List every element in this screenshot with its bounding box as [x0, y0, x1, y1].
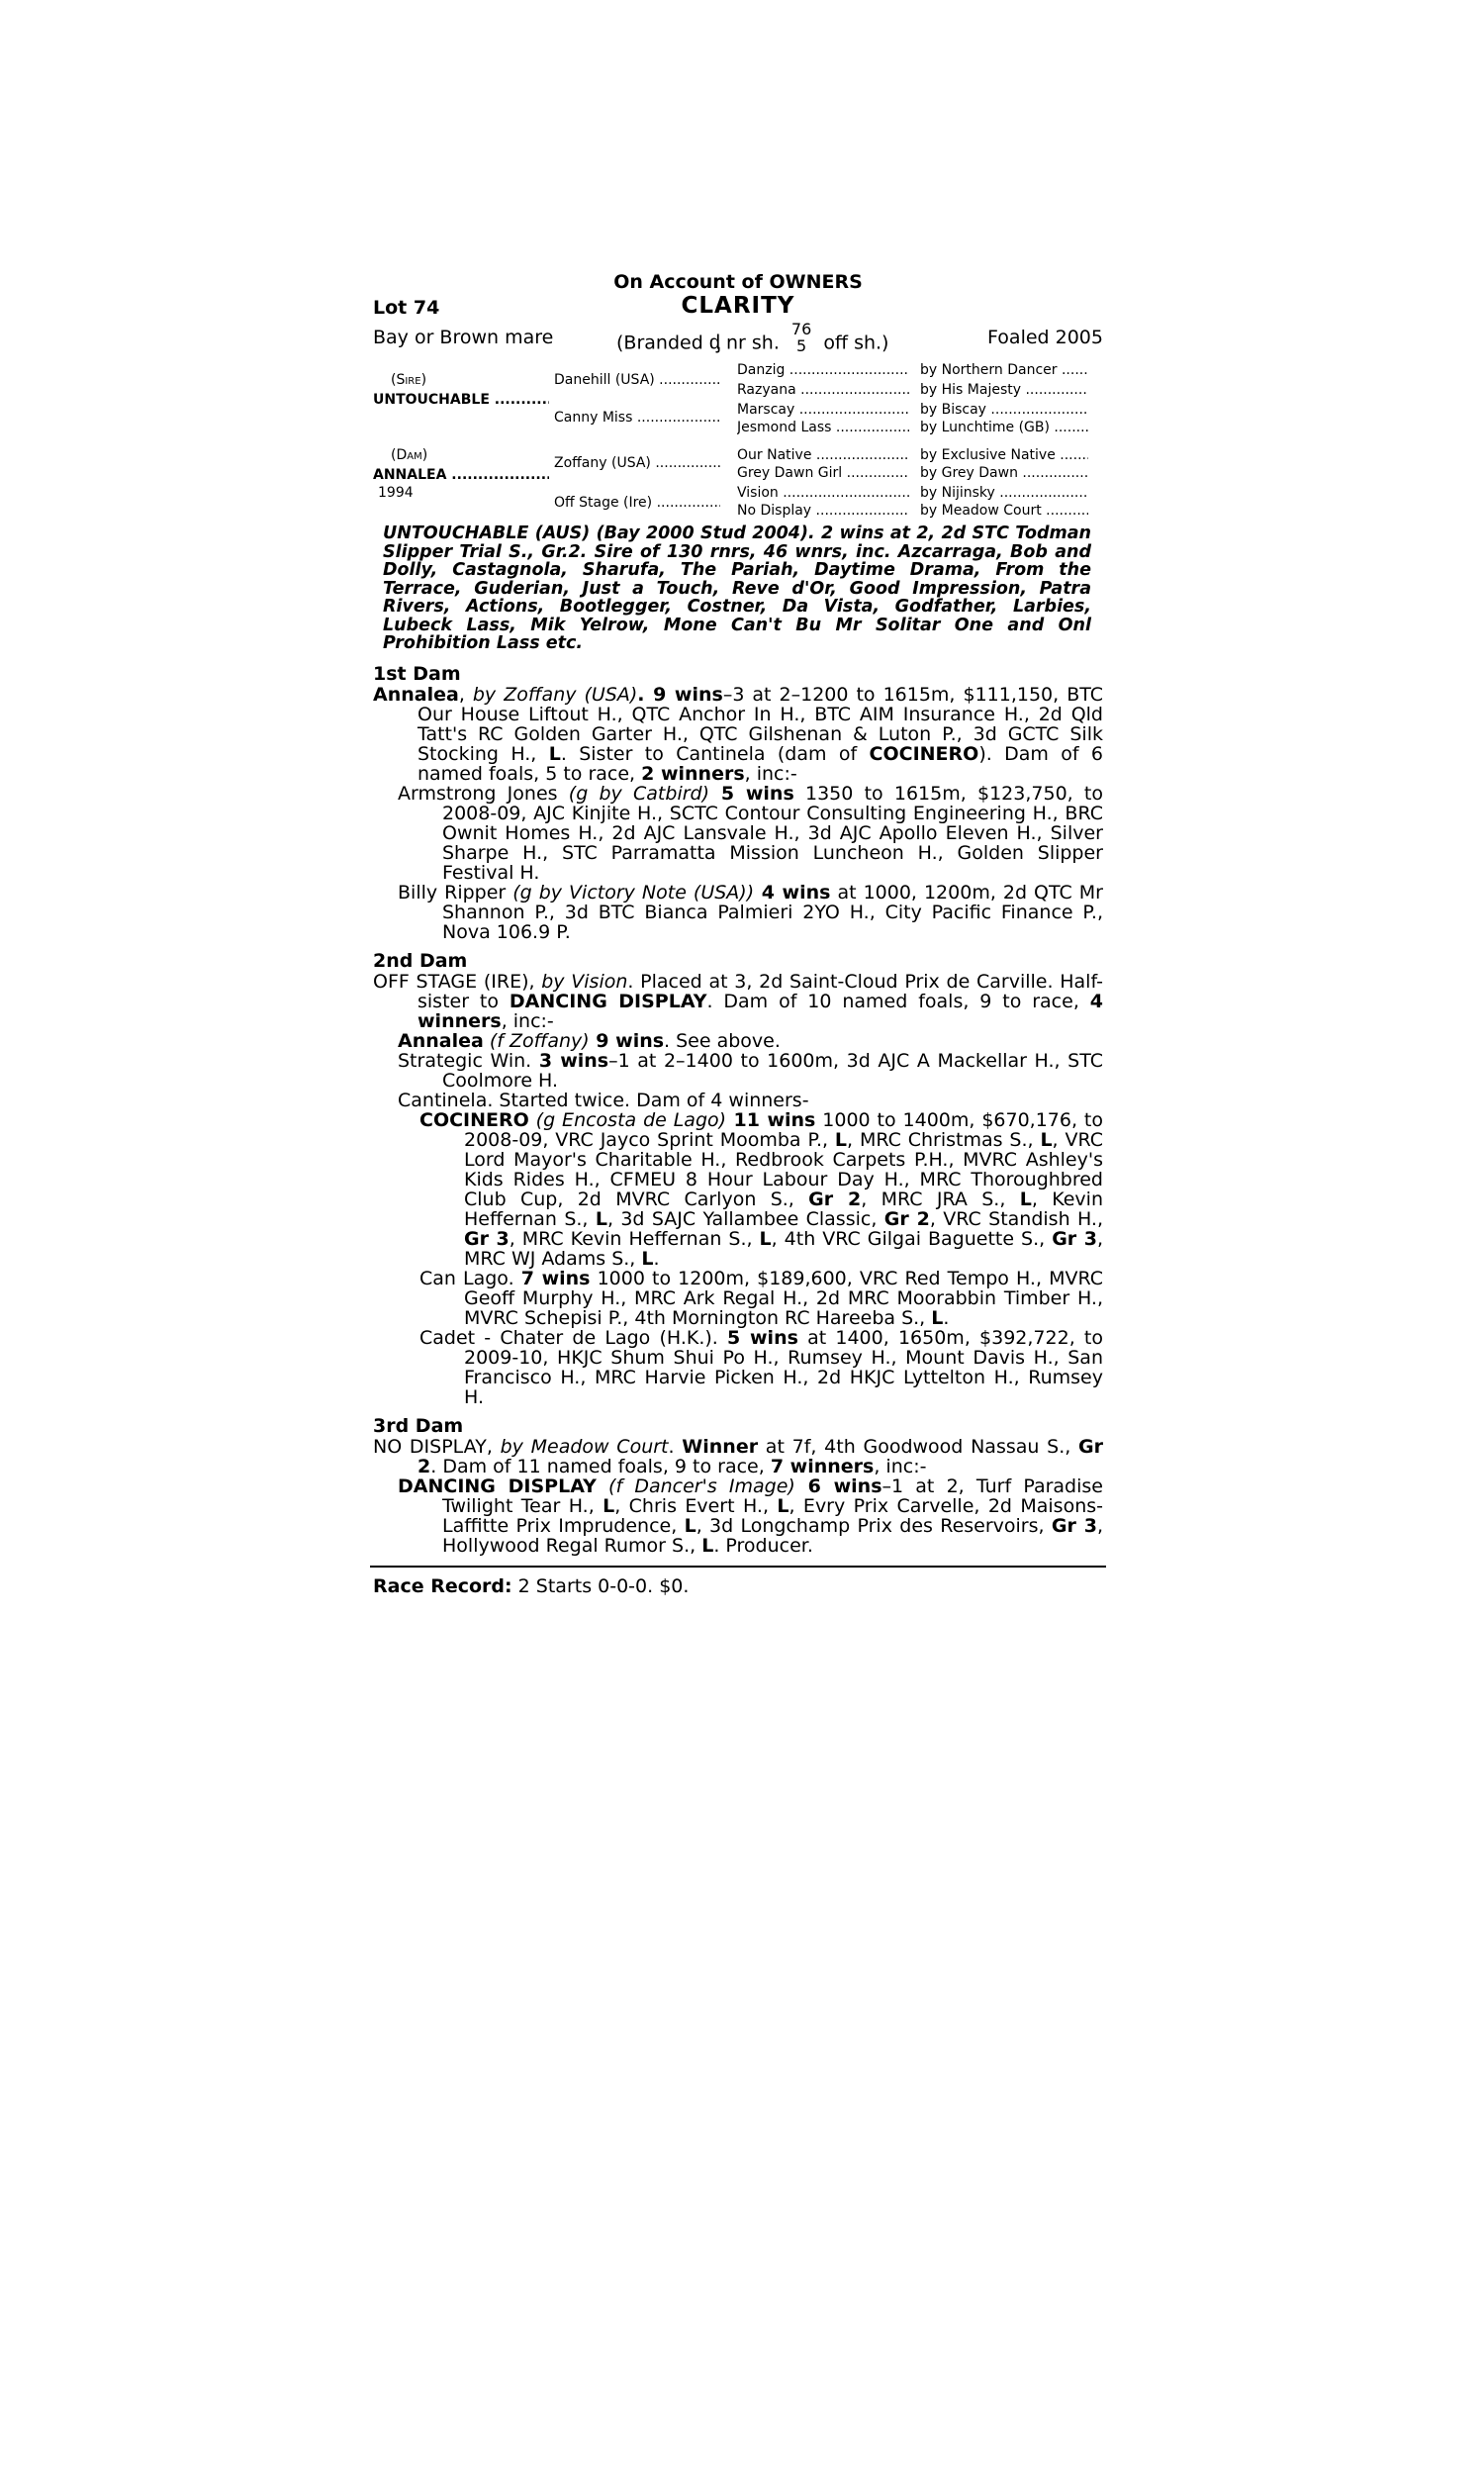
- brand-symbol: ᶁ: [708, 330, 720, 354]
- pedigree-table: [373, 360, 1103, 519]
- divider: [370, 1566, 1106, 1568]
- pedigree-gen4-item: by Northern Dancer .....: [920, 362, 1088, 378]
- catalogue-page: [373, 267, 1103, 1597]
- pedigree-gen2-item: Zoffany (USA) .....: [554, 455, 720, 471]
- second-dam-heading: 2nd Dam: [373, 949, 468, 972]
- first-dam-heading: 1st Dam: [373, 662, 461, 685]
- dam-entry-off-stage: OFF STAGE (IRE), by Vision. Placed at 3, 2d Saint-Cloud Prix de Carville. Half-sister to DANCING DISPLAY. Dam of 10 named foals, 9 to race, 4 winners, inc:-: [373, 970, 1103, 1032]
- dam-entry-annalea: Annalea, by Zoffany (USA). 9 wins–3 at 2–1200 to 1615m, $111,150, BTC Our House Liftout H., QTC Anchor In H., BTC AIM Insurance H., 2d Qld Tatt's RC Golden Garter H., QTC Gilshenan & Luton P., 3d GCTC Silk Stocking H., L. Sister to Cantinela (dam of COCINERO). Dam of 6 named foals, 5 to race, 2 winners, inc:-: [373, 683, 1104, 785]
- progeny-entry-strategic-win: Strategic Win. 3 wins–1 at 2–1400 to 1600m, 3d AJC A Mackellar H., STC Coolmore H.: [398, 1049, 1103, 1092]
- pedigree-gen3-item: Danzig .....: [737, 362, 909, 378]
- progeny-entry-cocinero: COCINERO (g Encosta de Lago) 11 wins 1000 to 1400m, $670,176, to 2008-09, VRC Jayco Sprint Moomba P., L, MRC Christmas S., L, VRC Lord Mayor's Charitable H., Redbrook Carpets P.H., MVRC Ashley's Kids Rides H., CFMEU 8 Hour Labour Day H., MRC Thoroughbred Club Cup, 2d MVRC Carlyon S., Gr 2, MRC JRA S., L, Kevin Heffernan S., L, 3d SAJC Yallambee Classic, Gr 2, VRC Standish H., Gr 3, MRC Kevin Heffernan S., L, 4th VRC Gilgai Baguette S., Gr 3, MRC WJ Adams S., L.: [419, 1108, 1103, 1270]
- progeny-entry-billy-ripper: Billy Ripper (g by Victory Note (USA)) 4 wins at 1000, 1200m, 2d QTC Mr Shannon P., 3d BTC Bianca Palmieri 2YO H., City Pacific Finance P., Nova 106.9 P.: [398, 881, 1103, 943]
- pedigree-gen3-item: Jesmond Lass .....: [737, 420, 909, 435]
- progeny-entry-armstrong-jones: Armstrong Jones (g by Catbird) 5 wins 1350 to 1615m, $123,750, to 2008-09, AJC Kinjite H., SCTC Contour Consulting Engineering H., BRC Ownit Homes H., 2d AJC Lansvale H., 3d AJC Apollo Eleven H., Silver Sharpe H., STC Parramatta Mission Luncheon H., Golden Slipper Festival H.: [398, 782, 1104, 884]
- brand-info: (Branded ᶁ nr sh. 76 5 off sh.): [616, 320, 889, 355]
- pedigree-gen4-item: by Lunchtime (GB) .....: [920, 420, 1088, 435]
- pedigree-gen4-item: by Meadow Court .....: [920, 503, 1088, 519]
- progeny-entry-dancing-display: DANCING DISPLAY (f Dancer's Image) 6 wins–1 at 2, Turf Paradise Twilight Tear H., L, Chris Evert H., L, Evry Prix Carvelle, 2d Maisons-Laffitte Prix Imprudence, L, 3d Longchamp Prix des Reservoirs, Gr 3, Hollywood Regal Rumor S., L. Producer.: [398, 1475, 1103, 1557]
- dam-entry-no-display: NO DISPLAY, by Meadow Court. Winner at 7f, 4th Goodwood Nassau S., Gr 2. Dam of 11 named foals, 9 to race, 7 winners, inc:-: [373, 1435, 1104, 1477]
- dam-name: ANNALEA .....: [373, 467, 549, 483]
- pedigree-gen4-item: by Exclusive Native .....: [920, 447, 1088, 463]
- pedigree-gen2-item: Off Stage (Ire) .....: [554, 495, 720, 511]
- sire-summary: UNTOUCHABLE (AUS) (Bay 2000 Stud 2004). 2 wins at 2, 2d STC Todman Slipper Trial S., Gr.2. Sire of 130 rnrs, 46 wnrs, inc. Azcarraga, Bob and Dolly, Castagnola, Sharufa, The Pariah, Daytime Drama, From the Terrace, Guderian, Just a Touch, Reve d'Or, Good Impression, Patra Rivers, Actions, Bootlegger, Costner, Da Vista, Godfather, Larbies, Lubeck Lass, Mik Yelrow, Mone Can't Bu Mr Solitar One and Onl Prohibition Lass etc.: [383, 523, 1091, 653]
- horse-name: CLARITY: [681, 293, 795, 319]
- pedigree-gen3-item: Vision .....: [737, 485, 909, 501]
- progeny-entry-cadet: Cadet - Chater de Lago (H.K.). 5 wins at 1400, 1650m, $392,722, to 2009-10, HKJC Shum Shui Po H., Rumsey H., Mount Davis H., San Francisco H., MRC Harvie Picken H., 2d HKJC Lyttelton H., Rumsey H.: [419, 1326, 1103, 1408]
- sire-name: UNTOUCHABLE .....: [373, 392, 549, 408]
- third-dam-heading: 3rd Dam: [373, 1414, 464, 1437]
- pedigree-gen3-item: Grey Dawn Girl .....: [737, 465, 909, 481]
- lot-row: [373, 293, 1103, 321]
- dam-label: (Dam): [391, 447, 428, 463]
- brand-number: 76 5: [790, 320, 812, 355]
- pedigree-gen3-item: Marscay .....: [737, 402, 909, 418]
- pedigree-gen4-item: by Grey Dawn .....: [920, 465, 1088, 481]
- color-sex: Bay or Brown mare: [373, 327, 554, 348]
- dam-year: 1994: [378, 485, 414, 501]
- description-row: [373, 321, 1103, 358]
- foaled-year: Foaled 2005: [987, 327, 1103, 348]
- progeny-entry-annalea: Annalea (f Zoffany) 9 wins. See above.: [398, 1029, 781, 1052]
- progeny-entry-cantinela: Cantinela. Started twice. Dam of 4 winners-: [398, 1089, 809, 1111]
- pedigree-gen2-item: Danehill (USA) .....: [554, 372, 720, 388]
- pedigree-gen3-item: Our Native .....: [737, 447, 909, 463]
- pedigree-gen2-item: Canny Miss .....: [554, 410, 720, 426]
- pedigree-gen3-item: No Display .....: [737, 503, 909, 519]
- sire-label: (Sire): [391, 372, 427, 388]
- pedigree-gen4-item: by Biscay .....: [920, 402, 1088, 418]
- consignor-heading: On Account of OWNERS: [613, 271, 863, 293]
- pedigree-gen4-item: by His Majesty .....: [920, 382, 1088, 398]
- pedigree-gen4-item: by Nijinsky .....: [920, 485, 1088, 501]
- progeny-entry-can-lago: Can Lago. 7 wins 1000 to 1200m, $189,600, VRC Red Tempo H., MVRC Geoff Murphy H., MRC Ark Regal H., 2d MRC Moorabbin Timber H., MVRC Schepisi P., 4th Mornington RC Hareeba S., L.: [419, 1267, 1103, 1329]
- lot-number: Lot 74: [373, 297, 440, 319]
- race-record: Race Record: 2 Starts 0-0-0. $0.: [373, 1574, 690, 1597]
- pedigree-gen3-item: Razyana .....: [737, 382, 909, 398]
